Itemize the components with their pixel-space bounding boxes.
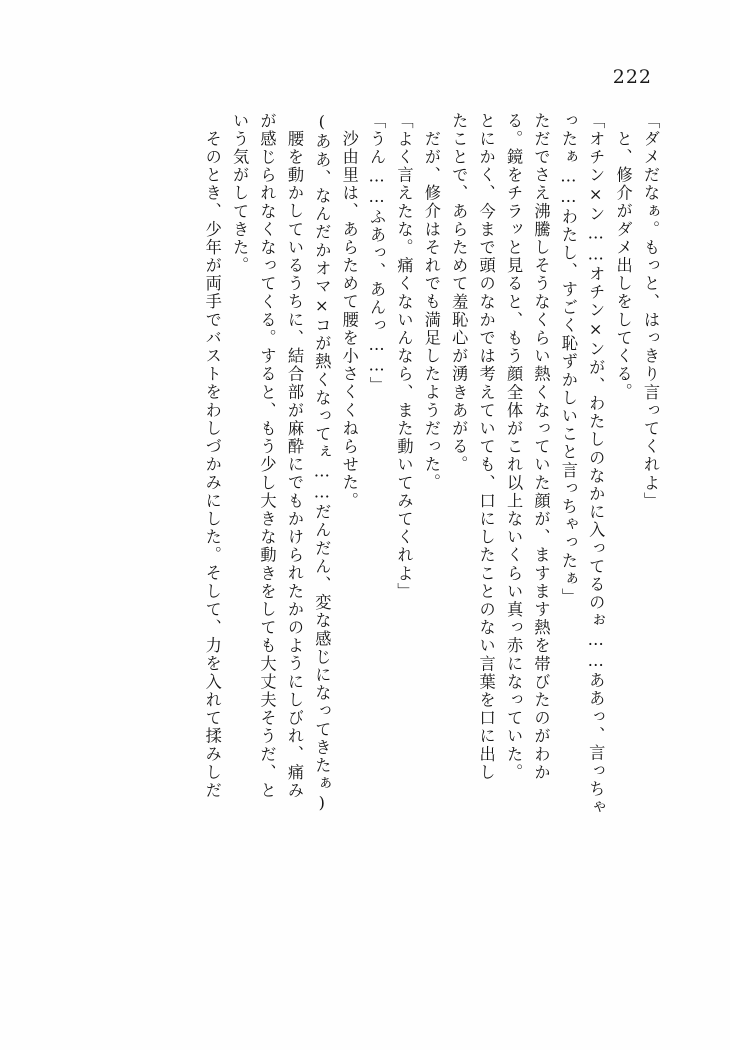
text-column: ったぁ……わたし、すごく恥ずかしいこと言っちゃったぁ」	[558, 112, 578, 607]
text-column: 「ダメだなぁ。もっと、はっきり言ってくれよ」	[641, 112, 660, 511]
text-column: だが、修介はそれでも満足したようだった。	[421, 130, 441, 492]
text-column: ただでさえ沸騰しそうなくらい熱くなっていた顔が、ますます熱を帯びたのがわか	[531, 112, 551, 782]
text-column: 沙由里は、あらためて腰を小さくくねらせた。	[339, 130, 359, 511]
text-column: 「よく言えたな。痛くないんなら、また動いてみてくれよ」	[394, 112, 414, 601]
page-number: 222	[612, 66, 652, 88]
text-column: 「うん……ふあっ、あんっ……」	[367, 112, 387, 395]
text-column: (ああ、なんだかオマ×コが熱くなってぇ……だんだん、変な感じになってきたぁ)	[312, 112, 332, 814]
text-column: が感じられなくなってくる。すると、もう少し大きな動きをしても大丈夫そうだ、と	[257, 112, 277, 800]
text-column: いう気がしてきた。	[230, 112, 250, 275]
text-column: と、修介がダメ出しをしてくる。	[613, 130, 633, 402]
text-column: そのとき、少年が両手でバストをわしづかみにした。そして、力を入れて揉みしだ	[202, 130, 222, 800]
text-column: 腰を動かしているうちに、結合部が麻酔にでもかけられたかのようにしびれ、痛み	[284, 130, 304, 800]
text-column: たことで、あらためて羞恥心が湧きあがる。	[449, 112, 469, 474]
text-column: る。鏡をチラッと見ると、もう顔全体がこれ以上ないくらい真っ赤になっていた。	[504, 112, 524, 782]
text-column: 「オチン×ン……オチン×ンが、わたしのなかに入ってるのぉ……ああっ、言っちゃ	[586, 112, 606, 817]
vertical-text-body	[78, 112, 658, 990]
text-column: とにかく、今まで頭のなかでは考えていても、口にしたことのない言葉を口に出し	[476, 112, 496, 782]
